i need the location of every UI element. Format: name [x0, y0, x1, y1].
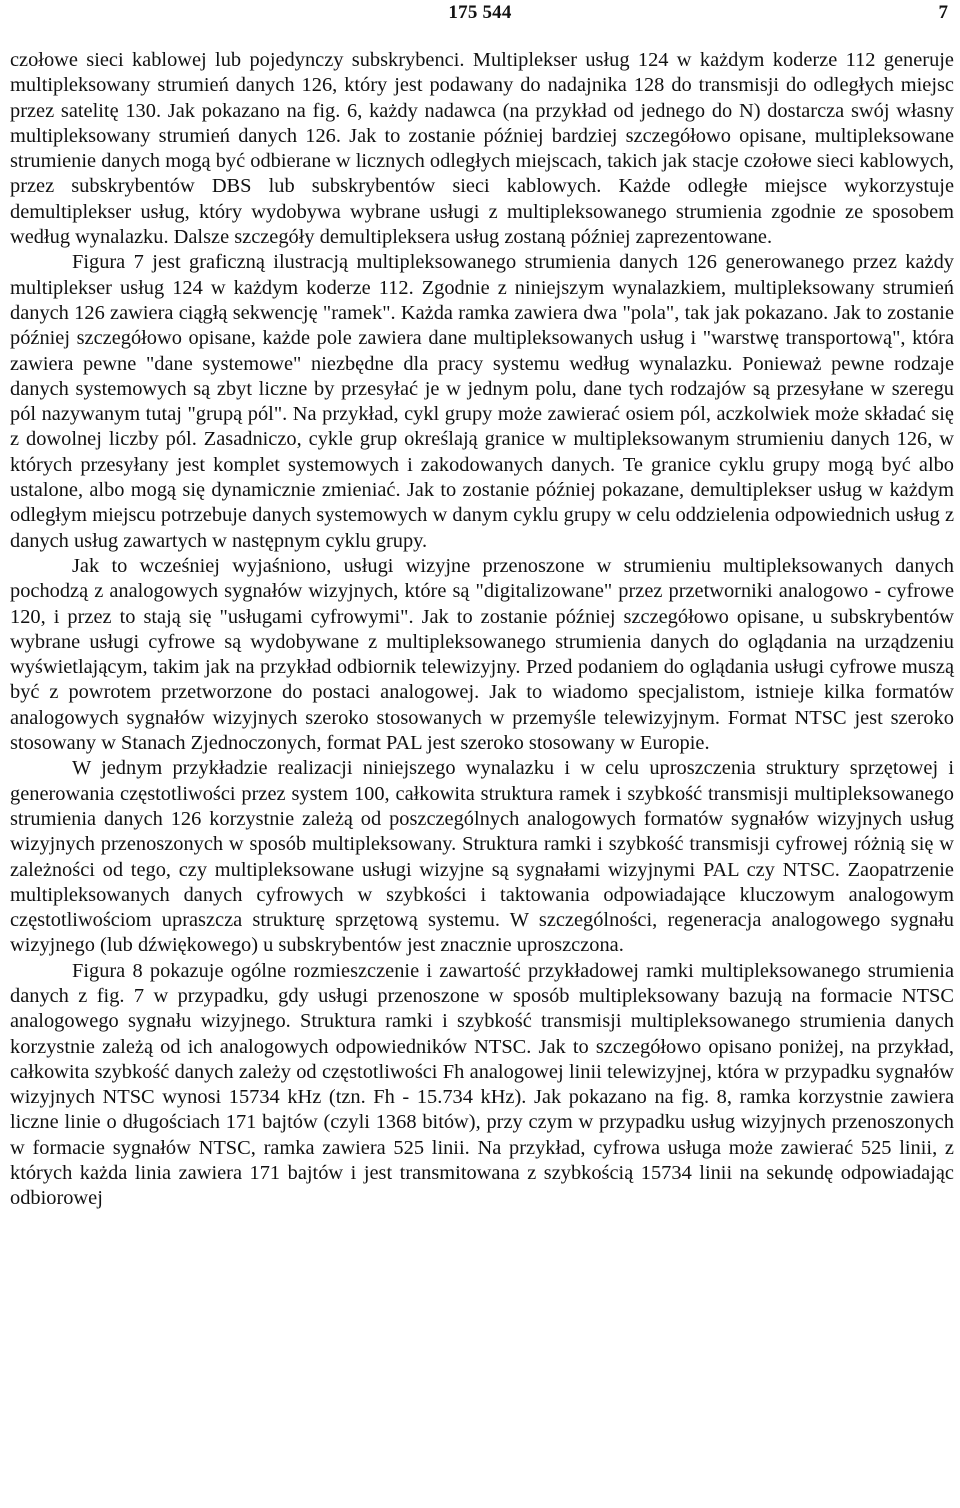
- document-number: 175 544: [448, 2, 512, 23]
- paragraph-figure-8: Figura 8 pokazuje ogólne rozmieszczenie i zawartość przykładowej ramki multipleksowanego strumienia danych z fig. 7 w przypadku, gdy usługi przenoszone w sposób multipleksowany bazują na formacie NTSC analogowego sygnału wizyjnego. Struktura ramki i szybkość transmisji multipleksowanego strumienia danych korzystnie zależą od ich analogowych odpowiedników NTSC. Jak to szczegółowo opisano poniżej, na przykład, całkowita szybkość danych zależy od częstotliwości Fh analogowej linii telewizyjnej, która w przypadku sygnałów wizyjnych NTSC wynosi 15734 kHz (tzn. Fh - 15.734 kHz). Jak pokazano na fig. 8, ramka korzystnie zawiera liczne linie o długościach 171 bajtów (czyli 1368 bitów), przy czym w przypadku usług wizyjnych przenoszonych w formacie sygnałów NTSC, ramka zawiera 525 linii. Na przykład, cyfrowa usługa może zawierać 525 linii, z których każda linia zawiera 171 bajtów i jest transmitowana z szybkością 15734 linii na sekundę odpowiadając odbiorowej: [10, 959, 954, 1210]
- paragraph-frame-structure: W jednym przykładzie realizacji niniejszego wynalazku i w celu uproszczenia struktury sprzętowej i generowania częstotliwości przez system 100, całkowita struktura ramek i szybkość transmisji multipleksowanego strumienia danych 126 korzystnie zależą od poszczególnych analogowych formatów sygnałów wizyjnych usług wizyjnych przenoszonych w sposób multipleksowany. Struktura ramki i szybkość transmisji cyfrowej różnią się w zależności od tego, czy multipleksowane usługi wizyjne są sygnałami wizyjnymi PAL czy NTSC. Zaopatrzenie multipleksowanych danych cyfrowych w szybkości i taktowania odpowiadające kluczowym analogowym częstotliwościom upraszcza strukturę sprzętową systemu. W szczególności, regeneracja analogowego sygnału wizyjnego (lub dźwiękowego) u subskrybentów jest znacznie uproszczona.: [10, 757, 954, 957]
- page-number: 7: [938, 2, 948, 23]
- body-text: [10, 48, 954, 1212]
- page-header: [0, 2, 960, 28]
- paragraph-continued: czołowe sieci kablowej lub pojedynczy subskrybenci. Multiplekser usług 124 w każdym koderze 112 generuje multipleksowany strumień danych 126, który jest podawany do nadajnika 128 do transmisji do odległych miejsc przez satelitę 130. Jak pokazano na fig. 6, każdy nadawca (na przykład od jednego do N) dostarcza swój własny multipleksowany strumień danych 126. Jak to zostanie później bardziej szczegółowo opisane, multipleksowane strumienie danych mogą być odbierane w licznych odległych miejscach, takich jak stacje czołowe sieci kablowych, przez subskrybentów DBS lub subskrybentów sieci kablowych. Każde odległe miejsce wykorzystuje demultiplekser usług, który wydobywa wybrane usługi z multipleksowanego strumienia zgodnie ze sposobem według wynalazku. Dalsze szczegóły demultipleksera usług zostaną później zaprezentowane.: [10, 49, 954, 249]
- paragraph-figure-7: Figura 7 jest graficzną ilustracją multipleksowanego strumienia danych 126 generowanego przez każdy multiplekser usług 124 w każdym koderze 112. Zgodnie z niniejszym wynalazkiem, multipleksowany strumień danych 126 zawiera ciągłą sekwencję "ramek". Każda ramka zawiera dwa "pola", tak jak pokazano. Jak to zostanie później szczegółowo opisane, każde pole zawiera dane multipleksowanych usług i "warstwę transportową", która zawiera pewne "dane systemowe" niezbędne dla pracy systemu według wynalazku. Ponieważ pewne rodzaje danych systemowych są zbyt liczne by przesyłać je w jednym polu, dane tych rodzajów są przesyłane w szeregu pól nazywanym tutaj "grupą pól". Na przykład, cykl grupy może zawierać osiem pól, aczkolwiek może składać się z dowolnej liczby pól. Zasadniczo, cykle grup określają granice w multipleksowanym strumieniu danych 126, w których przesyłany jest komplet systemowych i zakodowanych danych. Te granice cyklu grupy mogą być albo ustalone, albo mogą się dynamicznie zmieniać. Jak to zostanie później pokazane, demultiplekser usług w każdym odległym miejscu potrzebuje danych systemowych w danym cyklu grupy w celu oddzielenia odpowiednich usług z danych usług zawartych w następnym cyklu grupy.: [10, 251, 954, 552]
- paragraph-video-services: Jak to wcześniej wyjaśniono, usługi wizyjne przenoszone w strumieniu multipleksowanych danych pochodzą z analogowych sygnałów wizyjnych, które są "digitalizowane" przez przetworniki analogowo - cyfrowe 120, i przez to stają się "usługami cyfrowymi". Jak to zostanie później szczegółowo opisane, u subskrybentów wybrane usługi cyfrowe są wydobywane z multipleksowanego strumienia danych do oglądania na urządzeniu wyświetlającym, takim jak na przykład odbiornik telewizyjny. Przed podaniem do oglądania usługi cyfrowe muszą być z powrotem przetworzone do postaci analogowej. Jak to wiadomo specjalistom, istnieje kilka formatów analogowych sygnałów wizyjnych szeroko stosowanych w przemyśle telewizyjnym. Format NTSC jest szeroko stosowany w Stanach Zjednoczonych, format PAL jest szeroko stosowany w Europie.: [10, 554, 954, 755]
